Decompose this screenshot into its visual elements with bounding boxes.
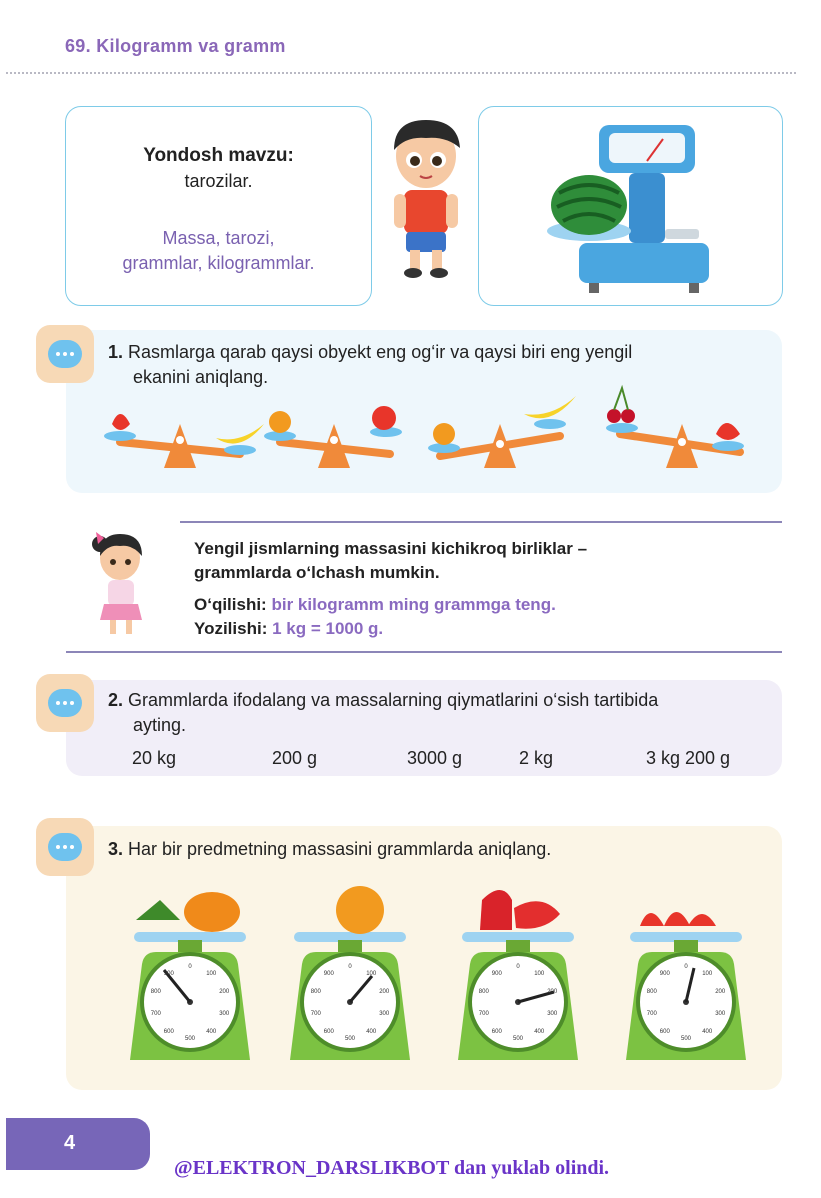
dial-tick-label: 0 [348,964,352,970]
page-number-tab [6,1118,150,1170]
balance-scale-cherries-strawberry [606,388,744,468]
task-1-text [108,340,768,390]
dial-tick-label: 800 [478,988,489,995]
dial-tick-label: 100 [702,970,713,977]
dial-tick-label: 800 [150,988,161,995]
dial-tick-label: 200 [715,988,726,995]
dial-tick-label: 600 [163,1029,174,1036]
writing-value: 1 kg = 1000 g. [272,619,384,638]
related-topic-name: tarozilar. [184,171,253,191]
dial-tick-label: 300 [379,1011,390,1018]
reading-value: bir kilogramm ming grammga teng. [271,595,556,614]
footer-credit: @ELEKTRON_DARSLIKBOT dan yuklab olindi. [174,1157,610,1179]
lesson-title: 69. Kilogramm va gramm [65,36,286,56]
header-divider [6,72,796,74]
dial-tick-label: 400 [702,1029,713,1036]
task-2-badge [36,674,94,732]
dial-tick-label: 400 [206,1029,217,1036]
dial-tick-label: 100 [534,970,545,977]
task-2-number: 2. [108,690,124,710]
dial-tick-label: 200 [219,988,230,995]
info-text [194,537,774,641]
dial-tick-label: 700 [150,1011,161,1018]
chat-bubble-icon [48,340,82,368]
dial-tick-label: 700 [478,1011,489,1018]
dial-tick-label: 800 [646,988,657,995]
dial-tick-label: 800 [310,988,321,995]
task-3-number: 3. [108,839,124,859]
chat-bubble-icon [48,689,82,717]
writing-label: Yozilishi: [194,619,268,638]
weighing-scale-watermelon [479,107,784,307]
info-top-rule [180,521,782,523]
task-3-badge [36,818,94,876]
dial-tick-label: 500 [344,1036,356,1042]
info-line-2: grammlarda o‘lchash mumkin. [194,563,440,582]
kitchen-scales-row [120,878,760,1068]
dial-tick-label: 300 [219,1011,230,1018]
page-number: 4 [64,1132,76,1154]
balance-scales-row [100,384,760,480]
mass-value-2: 200 g [272,748,318,768]
related-topic-box [65,106,372,306]
task-2-text-line-1: Grammlarda ifodalang va massalarning qiymatlarini o‘sish tartibida [128,690,659,710]
dial-tick-label: 700 [646,1011,657,1018]
scale-pineapple [130,892,250,1060]
info-bottom-rule [66,651,782,653]
task-3-text-line: Har bir predmetning massasini grammlarda aniqlang. [128,839,552,859]
dial-tick-label: 900 [659,970,670,977]
balance-scale-orange-banana [428,396,576,468]
dial-tick-label: 300 [547,1011,558,1018]
related-topic-heading: Yondosh mavzu: [143,145,294,166]
dial-tick-label: 600 [659,1029,670,1036]
task-1-text-line-1: Rasmlarga qarab qaysi obyekt eng og‘ir va qaysi biri eng yengil [128,342,633,362]
task-1-number: 1. [108,342,124,362]
info-line-1: Yengil jismlarning massasini kichikroq birliklar – [194,539,588,558]
reading-label: O‘qilishi: [194,595,267,614]
dial-tick-label: 100 [366,970,377,977]
girl-illustration [90,530,154,640]
dial-tick-label: 200 [379,988,390,995]
dial-tick-label: 500 [184,1036,196,1042]
dial-tick-label: 900 [163,970,174,977]
task-1-text-line-2: ekanini aniqlang. [133,367,269,387]
keywords-line-2: grammlar, kilogrammlar. [122,253,315,273]
dial-tick-label: 400 [534,1029,545,1036]
boy-illustration [376,114,472,280]
dial-tick-label: 300 [715,1011,726,1018]
dial-tick-label: 0 [188,964,192,970]
scale-peppers [458,890,578,1060]
dial-tick-label: 600 [323,1029,334,1036]
dial-tick-label: 600 [491,1029,502,1036]
dial-tick-label: 200 [547,988,558,995]
mass-value-3: 3000 g [407,748,463,768]
balance-scale-strawberry-banana [104,414,264,468]
dial-tick-label: 900 [491,970,502,977]
dial-tick-label: 0 [684,964,688,970]
dial-tick-label: 0 [516,964,520,970]
balance-scale-orange-apple [264,406,402,468]
dial-tick-label: 100 [206,970,217,977]
task-2-text [108,688,768,738]
mass-value-5: 3 kg 200 g [646,748,731,768]
task-2-text-line-2: ayting. [133,715,187,735]
mass-value-4: 2 kg [519,748,554,768]
task-1-badge [36,325,94,383]
dial-tick-label: 500 [680,1036,692,1042]
dial-tick-label: 900 [323,970,334,977]
dial-tick-label: 500 [512,1036,524,1042]
task-3-text [108,837,768,862]
keywords [66,226,371,276]
dial-tick-label: 400 [366,1029,377,1036]
scale-illustration-box [478,106,783,306]
chat-bubble-icon [48,833,82,861]
dial-tick-label: 700 [310,1011,321,1018]
mass-value-1: 20 kg [132,748,177,768]
scale-orange [290,886,410,1060]
keywords-line-1: Massa, tarozi, [162,228,275,248]
